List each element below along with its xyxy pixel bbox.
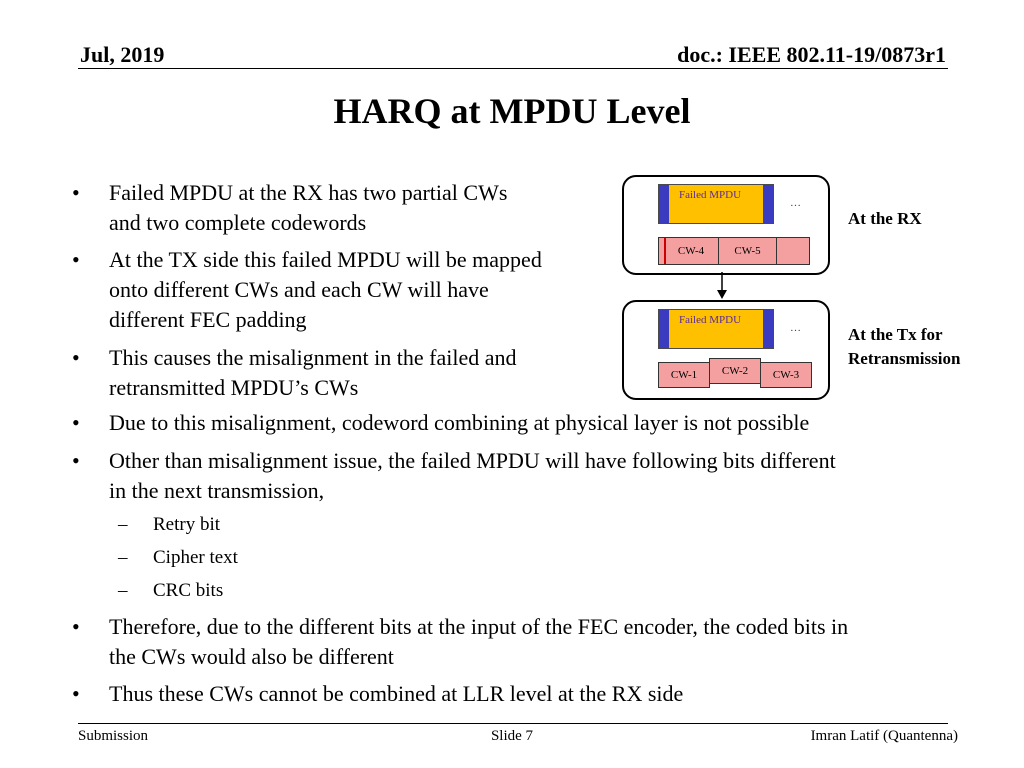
down-arrow-icon <box>714 272 730 300</box>
tx-cw-2: CW-2 <box>709 358 761 384</box>
slide-title: HARQ at MPDU Level <box>333 91 691 131</box>
header-date: Jul, 2019 <box>80 42 165 67</box>
bullet-dot: • <box>72 180 80 205</box>
footer-author: Imran Latif (Quantenna) <box>810 728 958 744</box>
rx-side-label: At the RX <box>848 209 922 228</box>
footer-submission: Submission <box>78 728 149 744</box>
bullet-dot: • <box>72 614 80 639</box>
tx-ellipsis: … <box>790 322 801 334</box>
bullet-dot: • <box>72 448 80 473</box>
bullet-dot: • <box>72 345 80 370</box>
tx-mpdu-label: Failed MPDU <box>679 314 742 326</box>
bullet-dot: • <box>72 410 80 435</box>
rx-codeword-strip <box>658 237 810 265</box>
bullet-dot: • <box>72 681 80 706</box>
tx-cw-3: CW-3 <box>760 362 812 388</box>
rx-cw-5: CW-5 <box>719 238 777 264</box>
tx-cw-1: CW-1 <box>658 362 710 388</box>
footer-slide-number: Slide 7 <box>490 728 534 744</box>
rx-diagram-box <box>622 175 830 275</box>
bullet-dot: • <box>72 247 80 272</box>
rx-mpdu-label: Failed MPDU <box>679 189 742 201</box>
tx-diagram-box <box>622 300 830 400</box>
footer-rule <box>78 723 948 724</box>
tx-failed-mpdu-block <box>658 309 774 349</box>
rx-ellipsis: … <box>790 197 801 209</box>
rx-failed-mpdu-block <box>658 184 774 224</box>
header-doc-id: doc.: IEEE 802.11-19/0873r1 <box>677 42 946 67</box>
header-rule <box>78 68 948 69</box>
tx-side-label: At the Tx for Retransmission <box>848 325 961 368</box>
rx-cw-4: CW-4 <box>664 238 719 264</box>
